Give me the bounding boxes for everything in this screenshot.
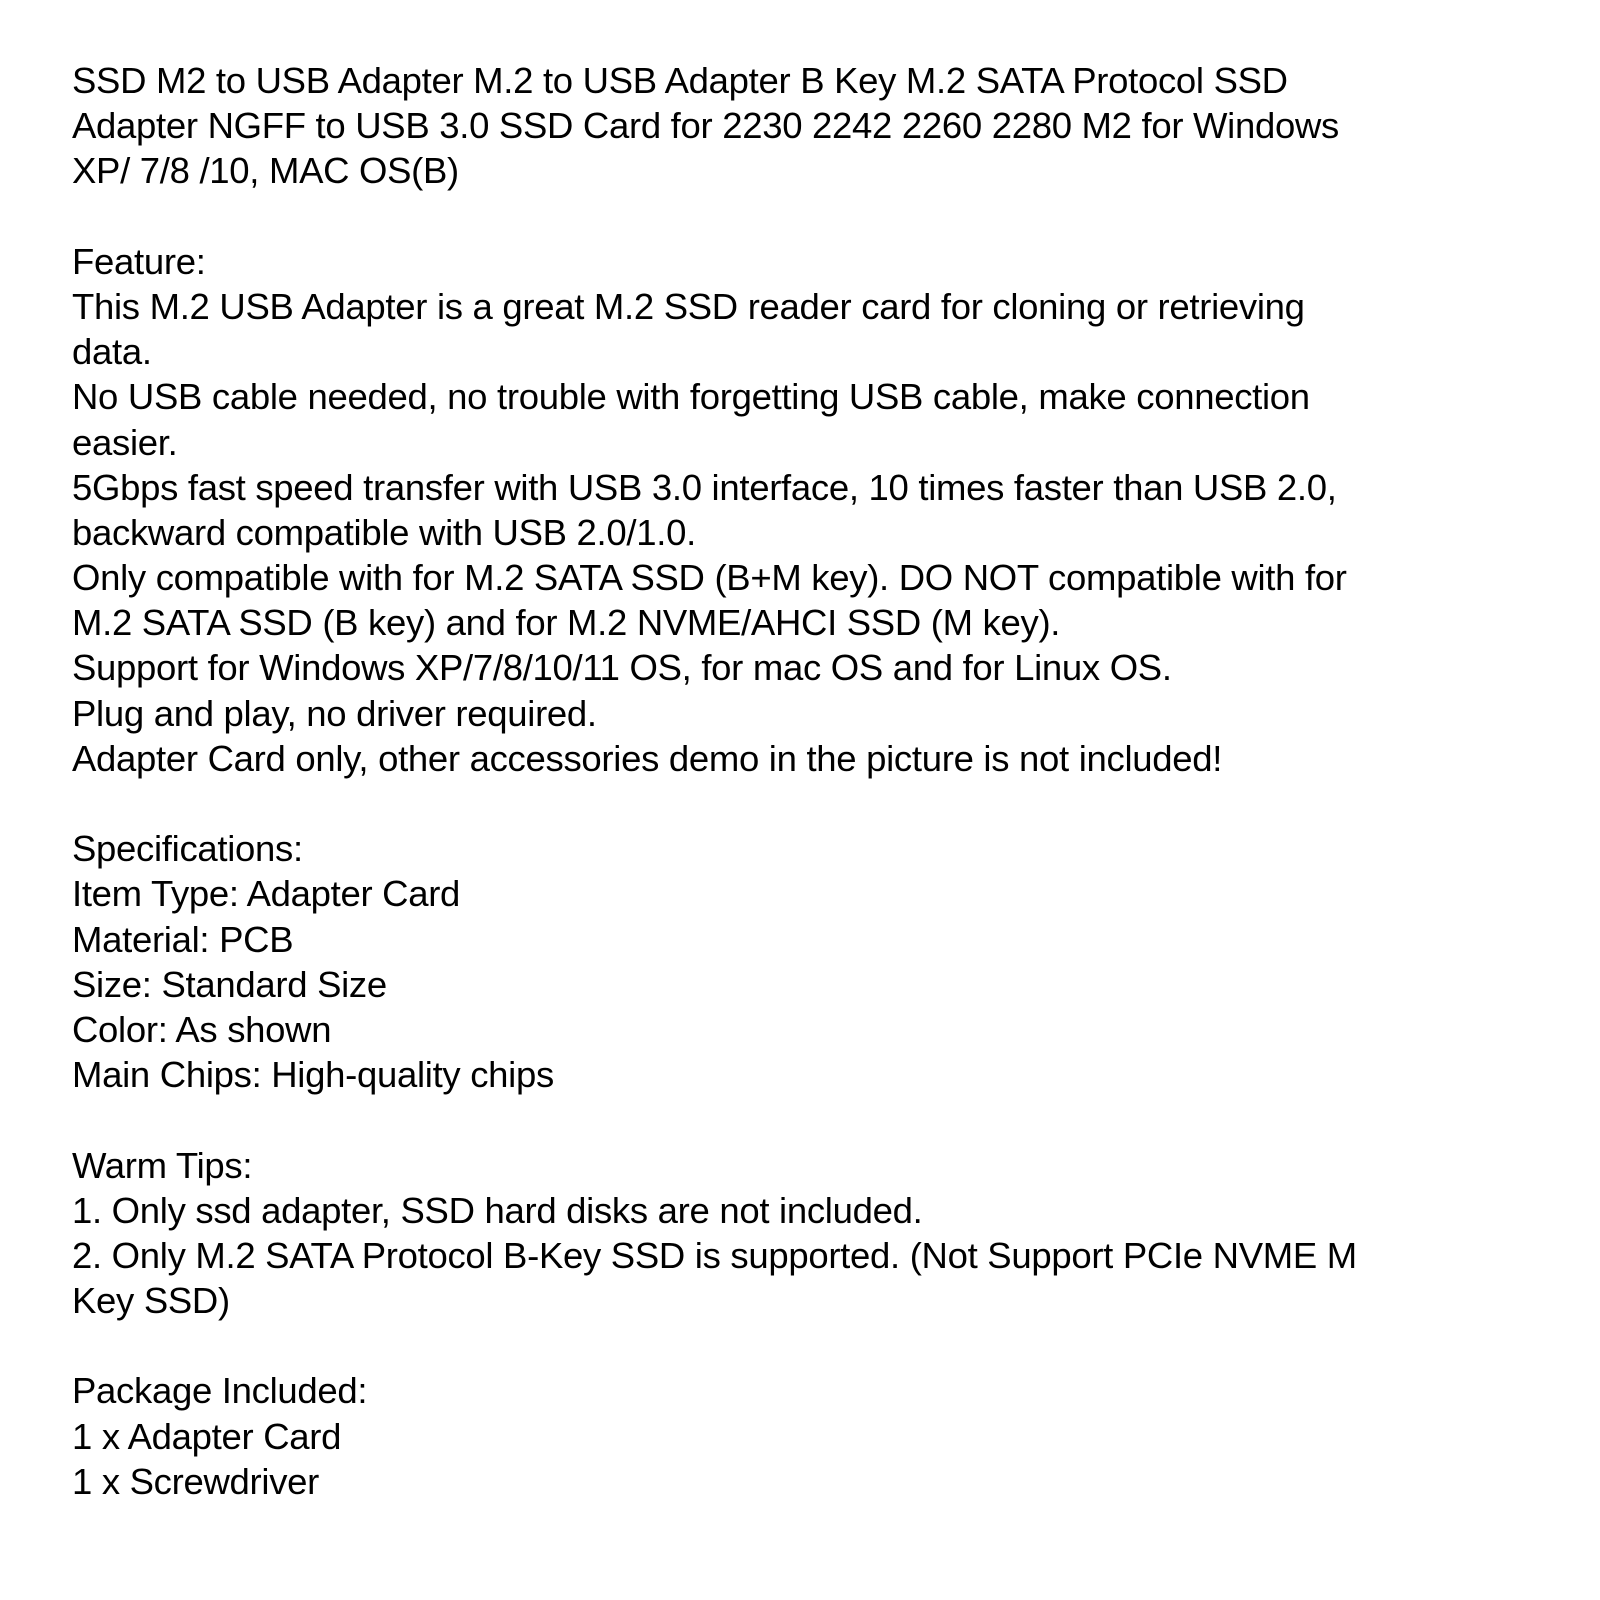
specifications-section xyxy=(72,826,1532,1097)
section-heading: Specifications: xyxy=(72,828,303,870)
feature-line: Only compatible with for M.2 SATA SSD (B+M key). DO NOT compatible with for xyxy=(72,557,1347,599)
title-line: SSD M2 to USB Adapter M.2 to USB Adapter B Key M.2 SATA Protocol SSD xyxy=(72,60,1288,101)
feature-line: Support for Windows XP/7/8/10/11 OS, for mac OS and for Linux OS. xyxy=(72,647,1172,689)
tip-line: Key SSD) xyxy=(72,1280,230,1322)
tip-line: 1. Only ssd adapter, SSD hard disks are not included. xyxy=(72,1189,923,1231)
package-section xyxy=(72,1368,1532,1504)
feature-line: data. xyxy=(72,331,152,373)
title-line: XP/ 7/8 /10, MAC OS(B) xyxy=(72,150,459,192)
package-line: 1 x Screwdriver xyxy=(72,1460,320,1502)
spec-line: Color: As shown xyxy=(72,1008,332,1050)
feature-section xyxy=(72,239,1532,781)
tip-line: 2. Only M.2 SATA Protocol B-Key SSD is supported. (Not Support PCIe NVME M xyxy=(72,1234,1357,1276)
feature-line: 5Gbps fast speed transfer with USB 3.0 interface, 10 times faster than USB 2.0, xyxy=(72,466,1337,508)
spacer xyxy=(72,194,1532,239)
package-line: 1 x Adapter Card xyxy=(72,1415,342,1457)
spec-line: Main Chips: High-quality chips xyxy=(72,1054,554,1096)
product-description-document xyxy=(72,58,1532,1504)
warm-tips-section xyxy=(72,1143,1532,1324)
feature-line: Plug and play, no driver required. xyxy=(72,692,597,734)
spec-line: Item Type: Adapter Card xyxy=(72,873,461,915)
feature-line: easier. xyxy=(72,421,178,463)
feature-line: backward compatible with USB 2.0/1.0. xyxy=(72,511,696,553)
product-title xyxy=(72,58,1532,194)
spacer xyxy=(72,1323,1532,1368)
spec-line: Material: PCB xyxy=(72,918,294,960)
spacer xyxy=(72,781,1532,826)
section-heading: Package Included: xyxy=(72,1370,368,1412)
feature-line: This M.2 USB Adapter is a great M.2 SSD reader card for cloning or retrieving xyxy=(72,285,1305,327)
spec-line: Size: Standard Size xyxy=(72,963,387,1005)
spacer xyxy=(72,1097,1532,1142)
section-heading: Feature: xyxy=(72,240,206,282)
section-heading: Warm Tips: xyxy=(72,1144,253,1186)
title-line: Adapter NGFF to USB 3.0 SSD Card for 2230 2242 2260 2280 M2 for Windows xyxy=(72,105,1340,147)
feature-line: M.2 SATA SSD (B key) and for M.2 NVME/AHCI SSD (M key). xyxy=(72,602,1061,644)
feature-line: No USB cable needed, no trouble with forgetting USB cable, make connection xyxy=(72,376,1310,418)
feature-line: Adapter Card only, other accessories demo in the picture is not included! xyxy=(72,737,1223,779)
